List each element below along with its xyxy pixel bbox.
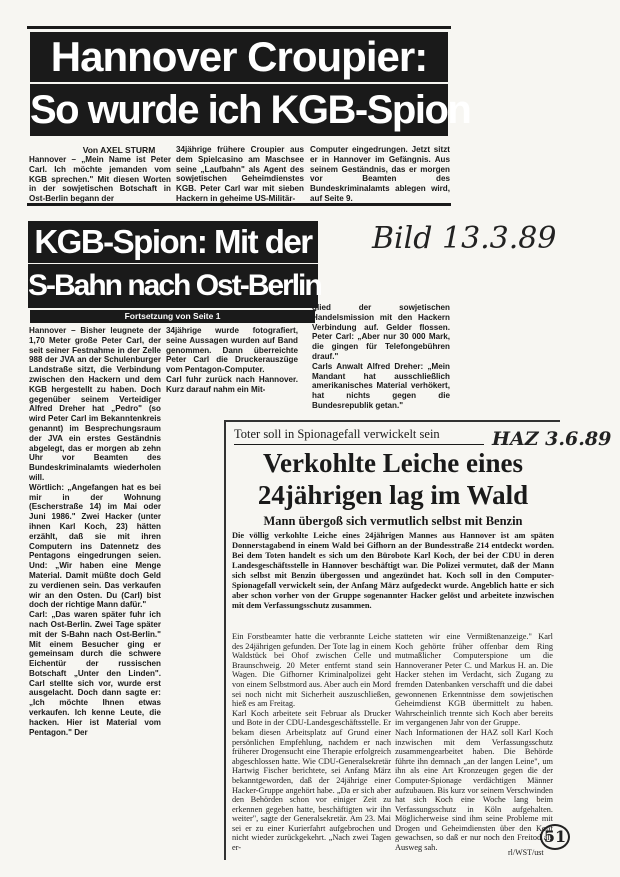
article3-credit: rl/WST/ust: [508, 848, 544, 857]
article3-headline-line2: 24jährigen lag im Wald: [257, 480, 529, 510]
article1-byline: Von AXEL STURM: [82, 145, 156, 155]
handwritten-note-bild: Bild 13.3.89: [372, 221, 557, 256]
article1-headline-line1: Hannover Croupier:: [30, 32, 448, 82]
article1-column-1: Hannover – „Mein Name ist Peter Carl. Ich möchte jemanden vom KGB sprechen." Mit diesen Worten in der sowjetischen Botschaft in Ost-Berlin begann der: [29, 155, 171, 204]
article3-column-1: Ein Forstbeamter hatte die verbrannte Leiche des 24jährigen gefunden. Der Tote lag in einem Waldstück bei Ohof zwischen Celle und Braunschweig. 20 Meter entfernt stand sein Wagen. Die Gifhorner Kriminalpolizei geht von einem Selbstmord aus. Aber auch ein Mord sei noch nicht mit Sicherheit auszuschließen, hieß es am Freitag. Karl Koch arbeitete seit Februar als Drucker und Bote in der CDU-Landesgeschäftsstelle. Er bekam diesen Arbeitsplatz auf Grund einer persönlichen Empfehlung, nachdem er nach früherer Drogensucht eine Therapie erfolgreich abgeschlossen hatte. Wie CDU-Generalsekretär Hartwig Fischer berichtete, sei Anfang März bekanntgeworden, daß der 24jährige einer Hacker-Gruppe angehört habe. „Da er sich aber den Behörden schon vor einiger Zeit zu erkennen gegeben hatte, beschäftigten wir ihn weiter", sagte der Generalsekretär. Am 23. Mai sei er zu einer Kurierfahrt aufgebrochen und nicht wieder zurückgekehrt. „Nach zwei Tagen er-: [232, 632, 391, 853]
article2-column-2: 34jährige wurde fotografiert, seine Aussagen wurden auf Band genommen. Dann überreichte Peter Carl die Druckerauszüge vom Pentagon-Computer. Carl fuhr zurück nach Hannover. Kurz darauf nahm ein Mit-: [166, 326, 298, 394]
article3-column-2: statteten wir eine Vermißtenanzeige." Karl Koch gehörte früher offenbar dem Ring mutmaßlicher Computerspione um die Hannoveraner Peter C. und Markus H. an. Die Hacker stehen im Verdacht, sich Zugang zu fremden Datenbanken verschafft und die dabei gewonnenen Erkenntnisse dem sowjetischen Geheimdienst KGB übermittelt zu haben. Wahrscheinlich trennte sich Koch aber bereits im vergangenen Jahr von der Gruppe. Nach Informationen der HAZ soll Karl Koch inzwischen mit dem Verfassungsschutz zusammengearbeitet haben. Die Behörde führte ihn demnach „an der langen Leine", um ihn als eine Art Kronzeugen gegen die der Computer-Spionage verdächtigen Männer aufzubauen. Bis kurz vor seinem Verschwinden hat sich Koch eine Woche lang beim Verfassungsschutz in Köln aufgehalten. Möglicherweise sind ihm seine Probleme mit Drogen und Geheimdiensten über den Kopf gewachsen, so daß er nur noch den Freitod als Ausweg sah.: [395, 632, 553, 853]
article1-column-3: Computer eingedrungen. Jetzt sitzt er in Hannover im Gefängnis. Aus seinem Geständnis, das er morgen vor Beamten des Bundeskriminalamts ablegen wird, auf Seite 9.: [310, 145, 450, 203]
handwritten-note-haz: HAZ 3.6.89: [492, 428, 612, 450]
article2-column-3: glied der sowjetischen Handelsmission mit den Hackern Verbindung auf. Gelder flossen. Peter Carl: „Aber nur 30 000 Mark, die gingen für Telefongebühren drauf." Carls Anwalt Alfred Dreher: „Mein Mandant hat ausschließlich amerikanisches Material verhökert, hat nichts gegen die Bundesrepublik getan.": [312, 303, 450, 410]
article1-top-rule: [27, 26, 451, 29]
article3-kicker-rule: [234, 444, 484, 445]
article2-column-1: Hannover – Bisher leugnete der 1,70 Meter große Peter Carl, der seit seiner Festnahme in der Zelle 988 der JVA an der Schulenburger Landstraße sitzt, die Verbindung zwischen den Hackern und dem KGB hergestellt zu haben. Doch gegenüber seinem Verteidiger Alfred Dreher hat „Pedro" (so wird Peter Carl im Bekanntenkreis genannt) im Besprechungsraum der JVA ein erstes Geständnis abgelegt, das er morgen ab zehn Uhr vor Beamten des Bundeskriminalamts wiederholen will. Wörtlich: „Angefangen hat es bei mir in der Wohnung (Escherstraße 14) im Mai oder Juni 1986." Zwei Hacker (unter ihnen Karl Koch, 23) hätten erzählt, daß sie mit ihren Computern ins Datennetz des Pentagons eingedrungen seien. Und: „Wir haben eine Menge Material. Damit müßte doch Geld zu verdienen sein. Das verkaufen wir an den Osten. Du (Carl) bist doch der richtige Mann dafür." Carl: „Das waren später fuhr ich nach Ost-Berlin. Zwei Tage später mit der S-Bahn nach Ost-Berlin." Mit einem Besucher ging er gemeinsam durch die schwere Eichentür der russischen Botschaft „Unter den Linden". Carl stellte sich vor, wurde erst ausgelacht. Doch dann sagte er: „Ich möchte Ihnen etwas verkaufen. Ich kenne Leute, die hacken. Hier ist Material vom Pentagon." Der: [29, 326, 161, 737]
article2-continuation-label: Fortsetzung von Seite 1: [30, 310, 315, 323]
article2-headline-line2: S-Bahn nach Ost-Berlin: [28, 264, 318, 308]
article1-column-2: 34jährige frühere Croupier aus dem Spielcasino am Maschsee seine „Laufbahn" als Agent des sowjetischen Geheimdienstes KGB. Peter Carl war mit sieben Hackern in geheime US-Militär-: [176, 145, 304, 203]
article3-kicker: Toter soll in Spionagefall verwickelt sein: [234, 427, 440, 441]
article3-headline-line1: Verkohlte Leiche eines: [263, 448, 523, 478]
article1-bottom-rule: [27, 203, 451, 206]
article1-headline-line2: So wurde ich KGB-Spion: [30, 84, 448, 136]
page-number-circle: [540, 824, 570, 850]
article3-lead: Die völlig verkohlte Leiche eines 24jährigen Mannes aus Hannover ist am späten Donnerstagabend in einem Wald bei Gifhorn an der Bundesstraße 214 entdeckt worden. Bei dem Toten handelt es sich um den Bürobote Karl Koch, der bei der CDU in deren Landesgeschäftsstelle in Hannover beschäftigt war. Die Polizei vermutet, daß der Mann sich selbst mit Benzin übergossen und angezündet hat. Koch soll in den Computer-Spionagefall verwickelt sein, der Anfang März aufgedeckt wurde. Angeblich hatte er sich aber schon vorher von der Gruppe sogenannter Hacker gelöst und arbeitete inzwischen mit dem Verfassungsschutz zusammen.: [232, 531, 554, 610]
page-number: 51: [543, 827, 567, 846]
article3-subhead: Mann übergoß sich vermutlich selbst mit Benzin: [263, 514, 523, 528]
article2-headline-line1: KGB-Spion: Mit der: [28, 221, 318, 263]
